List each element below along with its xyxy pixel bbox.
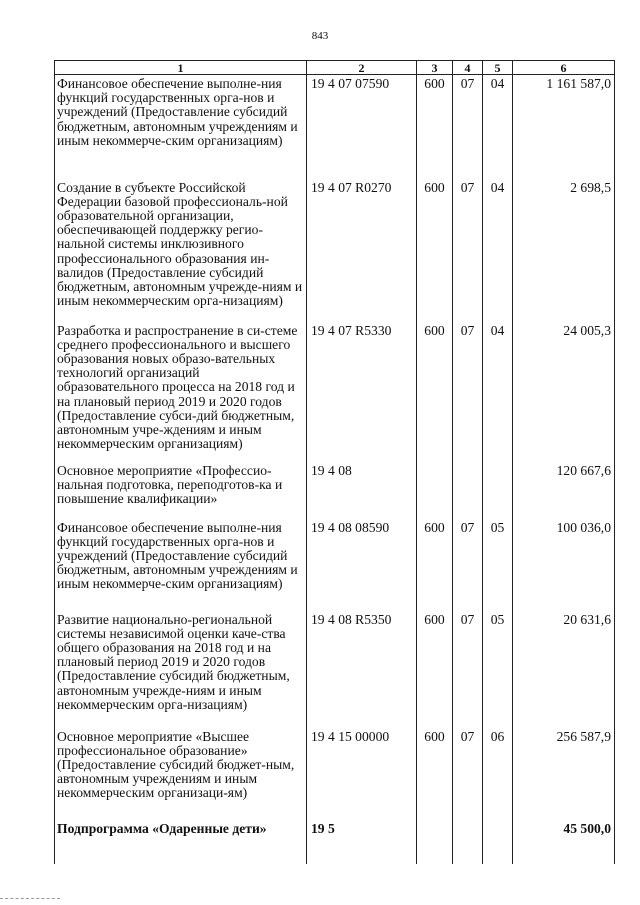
table-row <box>55 519 615 611</box>
row-col5: 05 <box>483 611 513 728</box>
row-amount: 1 161 587,0 <box>513 75 615 179</box>
row-col4 <box>453 820 483 864</box>
row-name: Финансовое обеспечение выполне-ния функций государственных орга-нов и учреждений (Предоставление субсидий бюджетным, автономным учреждениям и иным некоммерче-ским организациям) <box>55 75 307 179</box>
row-col4 <box>453 462 483 519</box>
row-col3: 600 <box>417 75 453 179</box>
row-code: 19 4 08 R5350 <box>307 611 417 728</box>
row-code: 19 4 07 R5330 <box>307 322 417 462</box>
row-col3: 600 <box>417 611 453 728</box>
row-amount: 100 036,0 <box>513 519 615 611</box>
row-col3: 600 <box>417 728 453 820</box>
row-col4: 07 <box>453 179 483 322</box>
row-code: 19 4 08 <box>307 462 417 519</box>
header-col-2: 2 <box>307 61 417 75</box>
row-col5: 04 <box>483 322 513 462</box>
row-name: Основное мероприятие «Высшее профессиональное образование» (Предоставление субсидий бюджет-ным, автономным учреждениям и иным некоммерческим организаци-ям) <box>55 728 307 820</box>
table-row <box>55 179 615 322</box>
row-amount: 45 500,0 <box>513 820 615 864</box>
row-amount: 24 005,3 <box>513 322 615 462</box>
row-amount: 2 698,5 <box>513 179 615 322</box>
row-col4: 07 <box>453 75 483 179</box>
row-name: Подпрограмма «Одаренные дети» <box>55 820 307 864</box>
row-col5: 04 <box>483 75 513 179</box>
row-col3: 600 <box>417 322 453 462</box>
row-col4: 07 <box>453 519 483 611</box>
table-row <box>55 75 615 179</box>
header-col-3: 3 <box>417 61 453 75</box>
row-name: Основное мероприятие «Профессио-нальная подготовка, переподготов-ка и повышение квалификации» <box>55 462 307 519</box>
page-number: 843 <box>311 30 329 42</box>
header-col-5: 5 <box>483 61 513 75</box>
row-col5: 06 <box>483 728 513 820</box>
row-code: 19 4 07 07590 <box>307 75 417 179</box>
row-code: 19 5 <box>307 820 417 864</box>
row-name: Создание в субъекте Российской Федерации базовой профессиональ-ной образовательной организации, обеспечивающей поддержку регио-нальной системы инклюзивного профессионального образования ин-валидов (Предоставление субсидий бюджетным, автономным учрежде-ниям и иным некоммерческим орга-низациям) <box>55 179 307 322</box>
row-amount: 20 631,6 <box>513 611 615 728</box>
row-code: 19 4 07 R0270 <box>307 179 417 322</box>
row-name: Разработка и распространение в си-стеме среднего профессионального и высшего образования новых образо-вательных технологий организаций образовательного процесса на 2018 год и на плановый период 2019 и 2020 годов (Предоставление субси-дий бюджетным, автономным учре-ждениям и иным некоммерческим организациям) <box>55 322 307 462</box>
table-row <box>55 611 615 728</box>
header-col-4: 4 <box>453 61 483 75</box>
row-amount: 120 667,6 <box>513 462 615 519</box>
row-col4: 07 <box>453 611 483 728</box>
row-name: Развитие национально-региональной системы независимой оценки каче-ства общего образования на 2018 год и на плановый период 2019 и 2020 годов (Предоставление субсидий бюджетным, автономным учрежде-ниям и иным некоммерческим орга-низациям) <box>55 611 307 728</box>
header-col-6: 6 <box>513 61 615 75</box>
row-amount: 256 587,9 <box>513 728 615 820</box>
header-col-1: 1 <box>55 61 307 75</box>
scan-edge-mark <box>0 898 60 901</box>
row-col3 <box>417 820 453 864</box>
row-name: Финансовое обеспечение выполне-ния функций государственных орга-нов и учреждений (Предоставление субсидий бюджетным, автономным учреждениям и иным некоммерче-ским организациям) <box>55 519 307 611</box>
row-col4: 07 <box>453 728 483 820</box>
row-col5 <box>483 820 513 864</box>
table-header-row <box>55 61 615 75</box>
table-row-subprogram <box>55 820 615 864</box>
row-code: 19 4 15 00000 <box>307 728 417 820</box>
row-col5: 05 <box>483 519 513 611</box>
table-row <box>55 728 615 820</box>
row-col5: 04 <box>483 179 513 322</box>
table-row <box>55 462 615 519</box>
row-code: 19 4 08 08590 <box>307 519 417 611</box>
budget-table <box>54 60 615 864</box>
row-col3: 600 <box>417 519 453 611</box>
row-col5 <box>483 462 513 519</box>
table-row <box>55 322 615 462</box>
row-col3: 600 <box>417 179 453 322</box>
row-col4: 07 <box>453 322 483 462</box>
row-col3 <box>417 462 453 519</box>
